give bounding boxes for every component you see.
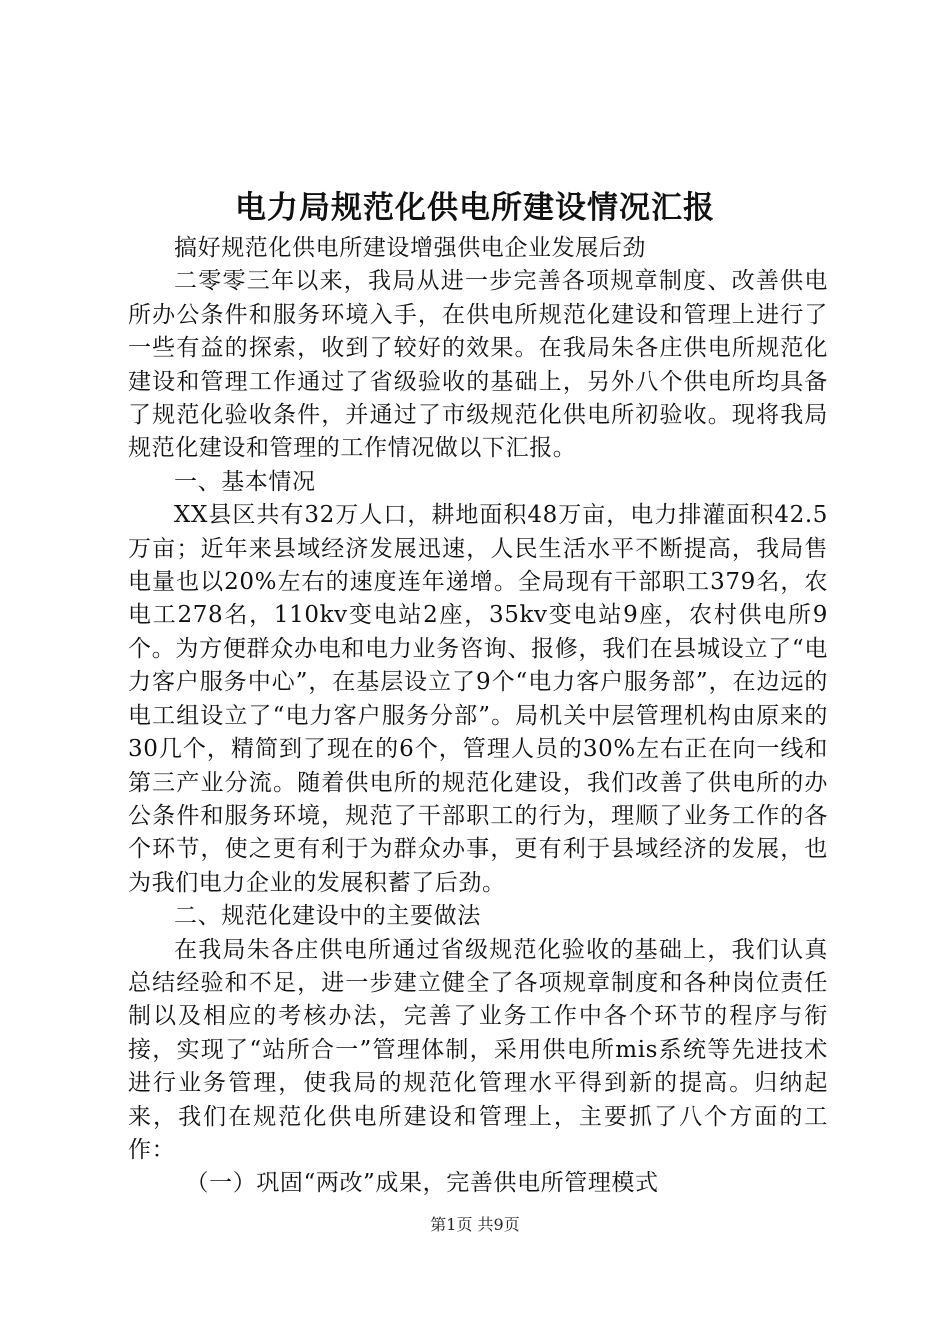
section-heading-main-practices: 二、规范化建设中的主要做法 (174, 903, 481, 930)
main-practices-paragraph: 在我局朱各庄供电所通过省级规范化验收的基础上，我们认真总结经验和不足，进一步建立健全了各项规章制度和各种岗位责任制以及相应的考核办法，完善了业务工作中各个环节的程序与衔接，实现了“站所合一”管理体制，采用供电所mis系统等先进技术进行业务管理，使我局的规范化管理水平得到新的提高。归纳起来，我们在规范化供电所建设和管理上，主要抓了八个方面的工作： (128, 936, 828, 1163)
document-body (128, 232, 828, 1201)
basic-situation-paragraph: XX县区共有32万人口，耕地面积48万亩，电力排灌面积42.5万亩；近年来县域经济发展迅速，人民生活水平不断提高，我局售电量也以20%左右的速度连年递增。全局现有干部职工379名，农电工278名，110kv变电站2座，35kv变电站9座，农村供电所9个。为方便群众办电和电力业务咨询、报修，我们在县城设立了“电力客户服务中心”，在基层设立了9个“电力客户服务部”，在边远的电工组设立了“电力客户服务分部”。局机关中层管理机构由原来的30几个，精简到了现在的6个，管理人员的30%左右正在向一线和第三产业分流。随着供电所的规范化建设，我们改善了供电所的办公条件和服务环境，规范了干部职工的行为，理顺了业务工作的各个环节，使之更有利于为群众办事，更有利于县域经济的发展，也为我们电力企业的发展积蓄了后劲。 (128, 502, 828, 896)
page-number-footer: 第1页 共9页 (430, 1215, 520, 1234)
intro-paragraph: 二零零三年以来，我局从进一步完善各项规章制度、改善供电所办公条件和服务环境入手，在供电所规范化建设和管理上进行了一些有益的探索，收到了较好的效果。在我局朱各庄供电所规范化建设和管理工作通过了省级验收的基础上，另外八个供电所均具备了规范化验收条件，并通过了市级规范化供电所初验收。现将我局规范化建设和管理的工作情况做以下汇报。 (128, 268, 828, 462)
subtitle-line: 搞好规范化供电所建设增强供电企业发展后劲 (174, 235, 646, 261)
subsection-heading-1: （一）巩固“两改”成果，完善供电所管理模式 (185, 1170, 659, 1197)
section-heading-basic-situation: 一、基本情况 (174, 468, 316, 495)
document-title: 电力局规范化供电所建设情况汇报 (235, 190, 715, 226)
